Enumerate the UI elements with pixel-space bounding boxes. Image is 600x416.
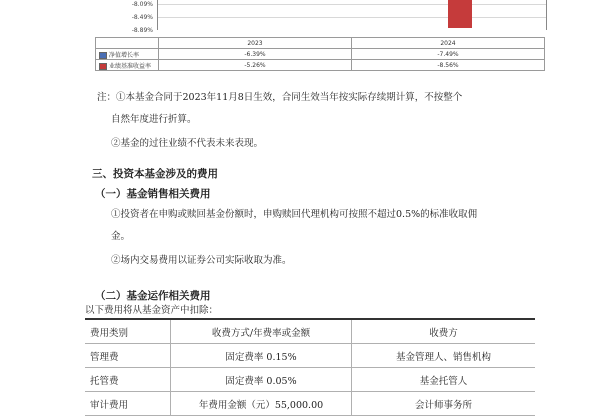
table-cell: -6.39% <box>159 49 352 60</box>
section-heading: 三、投资本基金涉及的费用 <box>92 168 218 180</box>
note-1-cont: 自然年度进行折算。 <box>111 114 197 125</box>
table-corner <box>96 38 159 49</box>
table-cell: -8.56% <box>352 60 545 71</box>
column-header: 收费方 <box>352 319 536 344</box>
subsection-heading: （二）基金运作相关费用 <box>95 290 211 302</box>
table-cell: 基金管理人、销售机构 <box>352 344 536 368</box>
legend-cell <box>96 60 159 71</box>
note-1: 注：①本基金合同于2023年11月8日生效，合同生效当年按实际存续期计算，不按整个 <box>97 92 463 103</box>
y-tick-label: -8.89% <box>131 27 153 34</box>
bar-2024-benchmark <box>448 0 472 28</box>
table-cell: 托管费 <box>85 368 171 392</box>
table-intro: 以下费用将从基金资产中扣除： <box>85 305 219 316</box>
y-tick-label: -8.09% <box>131 1 153 8</box>
table-cell: 会计师事务所 <box>352 392 536 416</box>
chart-data-table <box>95 37 545 71</box>
table-row <box>96 38 545 49</box>
gridline <box>158 4 546 5</box>
legend-cell <box>96 49 159 60</box>
column-header: 2024 <box>352 38 545 49</box>
column-header: 收费方式/年费率或金额 <box>171 319 352 344</box>
paragraph-cont: 金。 <box>111 231 131 242</box>
y-tick-label: -8.49% <box>131 14 153 21</box>
table-cell: 审计费用 <box>85 392 171 416</box>
table-row <box>85 319 535 344</box>
subsection-heading: （一）基金销售相关费用 <box>95 188 211 200</box>
legend-label: 业绩基准收益率 <box>109 62 152 70</box>
table-row <box>85 392 535 416</box>
table-row <box>85 368 535 392</box>
column-header: 2023 <box>159 38 352 49</box>
table-row <box>96 60 545 71</box>
chart-plot-area <box>157 0 547 30</box>
table-cell: 固定费率 0.05% <box>171 368 352 392</box>
paragraph: ①投资者在申购或赎回基金份额时，申购赎回代理机构可按照不超过0.5%的标准收取佣 <box>111 209 478 220</box>
table-cell: 年费用金额（元）55,000.00 <box>171 392 352 416</box>
legend-swatch <box>99 63 107 70</box>
table-cell: -5.26% <box>159 60 352 71</box>
gridline <box>158 17 546 18</box>
legend-swatch <box>99 52 107 59</box>
note-2: ②基金的过往业绩不代表未来表现。 <box>111 138 264 149</box>
paragraph: ②场内交易费用以证券公司实际收取为准。 <box>111 255 292 266</box>
table-cell: -7.49% <box>352 49 545 60</box>
legend-label: 净值增长率 <box>109 51 140 59</box>
table-cell: 固定费率 0.15% <box>171 344 352 368</box>
table-row <box>96 49 545 60</box>
performance-chart <box>95 0 545 33</box>
column-header: 费用类别 <box>85 319 171 344</box>
fee-table <box>85 318 535 416</box>
table-cell: 基金托管人 <box>352 368 536 392</box>
table-cell: 管理费 <box>85 344 171 368</box>
table-row <box>85 344 535 368</box>
